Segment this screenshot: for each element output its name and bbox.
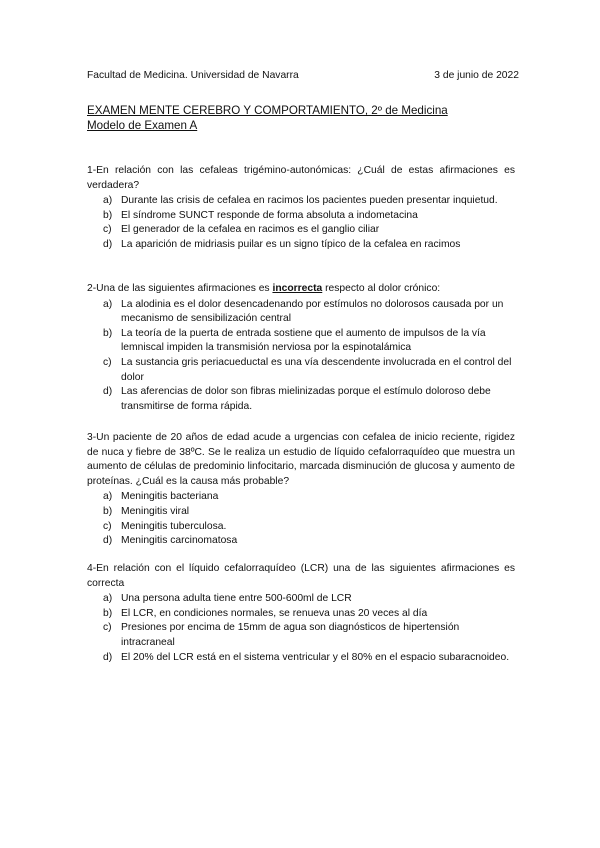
answer-option	[87, 356, 515, 385]
question-2	[87, 282, 515, 414]
exam-date: 3 de junio de 2022	[434, 70, 519, 81]
question-stem-end: respecto al dolor crónico:	[322, 283, 441, 294]
answer-options	[87, 194, 515, 252]
option-label: d)	[103, 535, 113, 547]
option-label: a)	[103, 491, 113, 503]
option-label: a)	[103, 593, 113, 605]
answer-option	[87, 209, 515, 224]
answer-option	[87, 490, 515, 505]
option-label: c)	[103, 224, 112, 236]
question-stem: 1-En relación con las cefaleas trigémino-autonómicas: ¿Cuál de estas afirmaciones es verdadera?	[87, 165, 515, 191]
option-label: a)	[103, 195, 113, 207]
option-text: Meningitis viral	[121, 505, 190, 517]
option-label: a)	[103, 298, 113, 310]
question-3	[87, 431, 515, 549]
exam-title-line-2: Modelo de Examen A	[87, 119, 198, 132]
answer-option	[87, 298, 515, 327]
option-text: La aparición de midriasis puilar es un signo típico de la cefalea en racimos	[121, 238, 461, 250]
answer-option	[87, 223, 515, 238]
option-label: b)	[103, 505, 113, 517]
option-text: Presiones por encima de 15mm de agua son diagnósticos de hipertensión intracraneal	[121, 622, 460, 648]
answer-option	[87, 651, 515, 666]
exam-title-line-1: EXAMEN MENTE CEREBRO Y COMPORTAMIENTO, 2º de Medicina	[87, 104, 448, 117]
question-stem-start: 2-Una de las siguientes afirmaciones es	[87, 283, 273, 294]
emphasized-word: incorrecta	[272, 283, 323, 294]
institution-text: Facultad de Medicina. Universidad de Navarra	[87, 70, 299, 81]
answer-option	[87, 327, 515, 356]
option-text: Una persona adulta tiene entre 500-600ml de LCR	[121, 593, 352, 605]
option-text: La sustancia gris periacueductal es una vía descendente involucrada en el control del dolor	[121, 356, 512, 383]
answer-option	[87, 238, 515, 253]
answer-options	[87, 298, 515, 415]
answer-options	[87, 592, 515, 665]
question-1	[87, 164, 515, 253]
page-header	[87, 70, 519, 84]
option-text: Las aferencias de dolor son fibras mielinizadas porque el estímulo doloroso debe transmitirse de forma rápida.	[121, 386, 491, 412]
question-stem: 4-En relación con el líquido cefalorraquídeo (LCR) una de las siguientes afirmaciones es correcta	[87, 563, 515, 589]
option-text: Meningitis bacteriana	[121, 491, 219, 503]
option-text: La teoría de la puerta de entrada sostiene que el aumento de impulsos de la vía lemniscal impiden la transmisión nerviosa por la espinotalámica	[121, 327, 486, 354]
answer-options	[87, 490, 515, 548]
exam-title	[87, 103, 448, 133]
option-label: b)	[103, 607, 113, 619]
option-label: d)	[103, 238, 113, 250]
question-stem	[87, 282, 515, 297]
answer-option	[87, 385, 515, 414]
option-text: El 20% del LCR está en el sistema ventricular y el 80% en el espacio subaracnoideo.	[121, 651, 510, 663]
option-label: b)	[103, 327, 113, 339]
option-label: c)	[103, 622, 112, 634]
option-label: c)	[103, 356, 112, 368]
question-4	[87, 562, 515, 665]
answer-option	[87, 505, 515, 520]
option-label: d)	[103, 386, 113, 398]
question-stem: 3-Un paciente de 20 años de edad acude a urgencias con cefalea de inicio reciente, rigidez de nuca y fiebre de 38ºC. Se le realiza un estudio de líquido cefalorraquídeo que muestra un aumento de células de predominio linfocitario, marcada disminución de glucosa y aumento de proteínas. ¿Cuál es la causa más probable?	[87, 432, 515, 487]
option-text: El LCR, en condiciones normales, se renueva unas 20 veces al día	[121, 607, 428, 619]
option-text: El síndrome SUNCT responde de forma absoluta a indometacina	[121, 209, 418, 221]
option-text: Durante las crisis de cefalea en racimos los pacientes pueden presentar inquietud.	[121, 195, 498, 207]
option-label: c)	[103, 520, 112, 532]
option-text: La alodinia es el dolor desencadenando por estímulos no dolorosos causada por un mecanismo de sensibilización central	[121, 298, 504, 325]
answer-option	[87, 607, 515, 622]
answer-option	[87, 592, 515, 607]
option-text: El generador de la cefalea en racimos es el ganglio ciliar	[121, 224, 380, 236]
answer-option	[87, 194, 515, 209]
answer-option	[87, 534, 515, 549]
answer-option	[87, 621, 515, 650]
option-label: b)	[103, 209, 113, 221]
option-text: Meningitis carcinomatosa	[121, 535, 238, 547]
answer-option	[87, 520, 515, 535]
option-text: Meningitis tuberculosa.	[121, 520, 227, 532]
option-label: d)	[103, 651, 113, 663]
